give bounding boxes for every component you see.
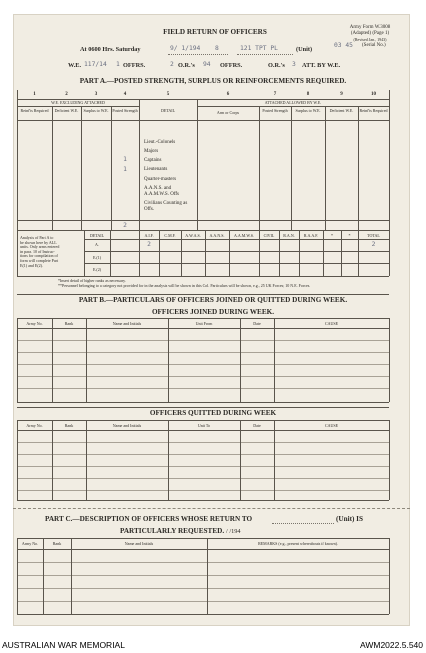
- col-number: 9: [340, 92, 343, 97]
- analysis-note-line: units. Only arms entered: [20, 244, 60, 250]
- col-number: 5: [166, 92, 170, 97]
- quitted-col-header: Date: [253, 423, 261, 428]
- part-c-col-header: REMARKS (e.g., present whereabouts if known).: [258, 541, 338, 546]
- footnote-categories: **Personnel belonging to a category not provided for in the analysis will be shown in this Col. Particulars will be shown, e.g., 25 UK Forces; 10 N.E. Forces.: [58, 283, 311, 288]
- analysis-row-label: E.(2): [92, 267, 102, 272]
- rank-row-label: Captains: [144, 158, 162, 163]
- joined-col-header: Army No.: [26, 321, 43, 326]
- offrs-label: OFFRS.: [123, 62, 146, 69]
- analysis-note-line: in para. 10 of Instruc-: [20, 248, 55, 254]
- arm-or-corps-header: Arm or Corps: [216, 110, 240, 115]
- part-c-col-header: Army No.: [21, 541, 39, 546]
- analysis-detail-header: DETAIL: [89, 233, 105, 238]
- analysis-col-header: A.A.N.S.: [209, 233, 225, 238]
- analysis-col-header: *: [348, 233, 351, 238]
- col-number: 10: [371, 92, 376, 97]
- ors-attached-label: O.R.'s: [268, 62, 285, 69]
- joined-col-header: Name and Initials: [112, 321, 142, 326]
- ors-value: 94: [203, 61, 211, 68]
- analysis-note-line: Analysis of Part A to: [20, 235, 54, 240]
- form-number: Army Form W.3008: [349, 25, 391, 30]
- surplus-header: Surplus to W.E.: [83, 108, 109, 113]
- deficient-header: Deficient W.E.: [54, 108, 79, 113]
- rank-row-label: Lieutenants: [144, 167, 168, 172]
- analysis-note-line: E(1) and E(2).: [20, 262, 43, 268]
- at-hours-label: At 0600 Hrs. Saturday: [80, 46, 141, 53]
- posted-strength-header: Posted Strength: [112, 108, 138, 113]
- serial-label: (Serial No.): [362, 43, 386, 48]
- analysis-col-header: *: [331, 233, 333, 238]
- analysis-row-label: A.: [95, 242, 99, 247]
- part-c-unit-is: (Unit) IS: [336, 515, 363, 523]
- form-revised: (Revised Jan., 1943): [353, 37, 387, 42]
- posted-captains-value: 1: [123, 156, 127, 163]
- joined-col-header: Date: [253, 321, 261, 326]
- joined-col-header: Unit From: [195, 321, 213, 326]
- unit-value: 121 TPT PL: [240, 45, 278, 52]
- detail-header: DETAIL: [160, 108, 176, 113]
- quitted-col-header: Rank: [64, 423, 74, 428]
- part-c-heading: PART C.—DESCRIPTION OF OFFICERS WHOSE RETURN TO: [45, 515, 253, 523]
- rank-row-label: A.A.N.S. and A.A.M.W.S. Offs: [144, 186, 180, 197]
- analysis-col-header: TOTAL: [367, 233, 380, 238]
- surplus-attached-header: Surplus to W.E.: [295, 108, 321, 113]
- unit-label: (Unit): [296, 46, 313, 53]
- form-title: FIELD RETURN OF OFFICERS: [163, 28, 267, 36]
- quitted-title: OFFICERS QUITTED DURING WEEK: [149, 409, 277, 417]
- part-c-col-header: Name and Initials: [124, 541, 154, 546]
- analysis-col-header: A.W.A.S.: [185, 233, 201, 238]
- col-number: 7: [273, 92, 277, 97]
- posted-total-value: 2: [123, 222, 127, 229]
- analysis-total-value: 2: [371, 241, 376, 248]
- offrs-value: 2: [170, 61, 174, 68]
- part-c-col-header: Rank: [52, 541, 62, 546]
- analysis-col-header: A.I.F.: [144, 233, 154, 238]
- offrs-attached-label: OFFRS.: [220, 62, 243, 69]
- quitted-col-header: Name and Initials: [112, 423, 142, 428]
- footer-institution: AUSTRALIAN WAR MEMORIAL: [2, 640, 125, 650]
- joined-col-header: Rank: [64, 321, 74, 326]
- part-b-heading: PART B.—PARTICULARS OF OFFICERS JOINED OR QUITTED DURING WEEK.: [78, 296, 348, 304]
- joined-col-header: CAUSE: [324, 321, 339, 326]
- joined-title: OFFICERS JOINED DURING WEEK.: [151, 308, 275, 316]
- quitted-col-header: Unit To: [197, 423, 211, 428]
- analysis-col-header: C.M.F.: [164, 233, 176, 238]
- we-label: W.E.: [68, 62, 82, 69]
- aif-value: 2: [147, 241, 151, 248]
- ors-attached-value: 3: [292, 61, 296, 68]
- attached-allowed-header: ATTACHED ALLOWED BY W.E.: [264, 100, 322, 105]
- posted-strength-attached-header: Posted Strength: [262, 108, 288, 113]
- we-value: 117/14: [84, 61, 107, 68]
- col-number: 6: [226, 92, 230, 97]
- we-offrs-value: 1: [116, 61, 120, 68]
- analysis-row-label: E.(1): [92, 255, 102, 260]
- analysis-note-line: form will complete Part: [20, 257, 59, 263]
- deficient-attached-header: Deficient W.E.: [329, 108, 354, 113]
- footer-accession-number: AWM2022.5.540: [360, 640, 423, 650]
- part-c-particularly: PARTICULARLY REQUESTED.: [120, 527, 225, 535]
- analysis-note-line: tions for compilation of: [20, 253, 58, 259]
- analysis-col-header: R.A.A.F.: [303, 233, 319, 238]
- col-number: 8: [306, 92, 310, 97]
- analysis-note-line: be shown here by ALL: [20, 239, 57, 245]
- rank-row-label: Lieut.-Colonels: [144, 140, 176, 145]
- col-number: 3: [94, 92, 98, 97]
- part-a-heading: PART A.—POSTED STRENGTH, SURPLUS OR REINFORCEMENTS REQUIRED.: [79, 77, 347, 85]
- posted-lieutenants-value: 1: [123, 166, 127, 173]
- col-number: 1: [33, 92, 36, 97]
- quitted-col-header: Army No.: [26, 423, 43, 428]
- form-adapted: (Adapted) (Page 1): [350, 31, 390, 36]
- we-excluding-header: W.E. EXCLUDING ATTACHED: [51, 100, 105, 105]
- footnote-higher-ranks: *Insert detail of higher ranks as necessary.: [58, 278, 126, 283]
- footer-bar: [0, 637, 426, 653]
- analysis-col-header: A.A.M.W.S.: [234, 233, 254, 238]
- rank-row-label: Quarter-masters: [144, 177, 177, 182]
- reinforcements-attached-header: Reinf'ts Required: [359, 108, 388, 113]
- serial-number-value: 03 45: [334, 42, 353, 49]
- reinforcements-required-header: Reinf'ts Required: [20, 108, 49, 113]
- rank-row-label: Civilians Counting as Offs.: [144, 201, 188, 212]
- part-c-date: / /194: [226, 528, 241, 535]
- date-value: 9/ 1/194: [170, 45, 201, 52]
- ors-label: O.R.'s: [178, 62, 195, 69]
- col-number: 4: [123, 92, 127, 97]
- analysis-col-header: CIVIL: [263, 233, 275, 238]
- att-by-we-label: ATT. BY W.E.: [302, 62, 341, 69]
- analysis-col-header: R.A.N.: [283, 233, 295, 238]
- quitted-col-header: CAUSE: [324, 423, 339, 428]
- rank-row-label: Majors: [144, 149, 159, 154]
- col-number: 2: [65, 92, 68, 97]
- year-value: 8: [215, 45, 219, 52]
